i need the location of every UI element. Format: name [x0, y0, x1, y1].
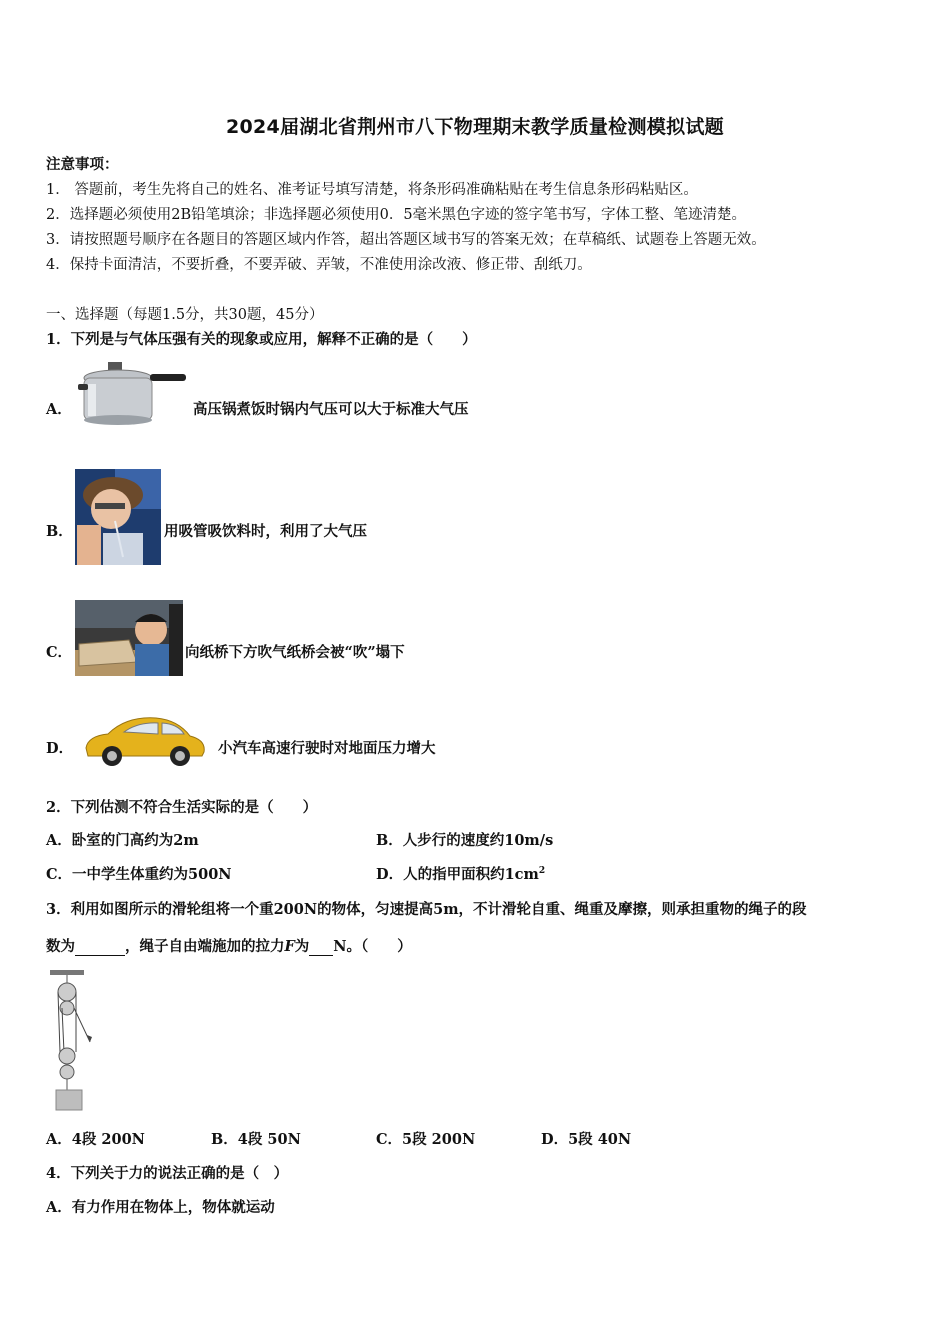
notice-item: 4．保持卡面清洁，不要折叠，不要弄破、弄皱，不准使用涂改液、修正带、刮纸刀。 [46, 257, 592, 273]
q1-option-d-text: 小汽车高速行驶时对地面压力增大 [218, 740, 436, 757]
q3-stem-line2: 数为 ，绳子自由端施加的拉力F为 N。（ ） [46, 938, 412, 955]
q1-option-b-letter: B． [46, 523, 73, 540]
q2-option-d: D．人的指甲面积约$1cm^2$ [376, 866, 546, 883]
page-title: 2024届湖北省荆州市八下物理期末教学质量检测模拟试题 [226, 116, 724, 138]
q1-option-d-letter: D． [46, 740, 74, 757]
q3-option-d: D．5段 40N [541, 1131, 632, 1148]
q4-option-a: A．有力作用在物体上，物体就运动 [46, 1199, 275, 1216]
answer-blank [75, 938, 125, 956]
q3-option-a: A．4段 200N [46, 1131, 145, 1148]
q2-option-a: A．卧室的门高约为2m [46, 832, 199, 849]
notice-item: 1． 答题前，考生先将自己的姓名、准考证号填写清楚，将条形码准确粘贴在考生信息条形码粘贴区。 [46, 182, 698, 198]
q2-option-c: C．一中学生体重约为500N [46, 866, 232, 883]
q2-stem: 2．下列估测不符合生活实际的是（ ） [46, 799, 318, 816]
q3-option-c: C．5段 200N [376, 1131, 476, 1148]
paper-bridge-image [75, 600, 183, 676]
q1-option-a-text: 高压锅煮饭时锅内气压可以大于标准大气压 [193, 401, 469, 418]
q1-stem: 1．下列是与气体压强有关的现象或应用，解释不正确的是（ ） [46, 331, 477, 348]
pulley-system-image [48, 968, 98, 1112]
q3-option-b: B．4段 50N [211, 1131, 301, 1148]
q1-option-b-text: 用吸管吸饮料时，利用了大气压 [164, 523, 367, 540]
q3-stem-line1: 3．利用如图所示的滑轮组将一个重200N的物体，匀速提高5m，不计滑轮自重、绳重及摩擦，则承担重物的绳子的段 [46, 901, 807, 918]
answer-blank [309, 938, 333, 956]
q1-option-c-text: 向纸桥下方吹气纸桥会被“吹”塌下 [185, 644, 405, 661]
notice-heading: 注意事项： [46, 156, 119, 173]
section-heading: 一、选择题（每题1.5分，共30题，45分） [46, 307, 324, 323]
q4-stem: 4．下列关于力的说法正确的是（ ） [46, 1165, 289, 1182]
q1-option-a-letter: A． [46, 401, 72, 418]
car-image [80, 712, 210, 768]
q2-option-b: B．人步行的速度约10m/s [376, 832, 554, 849]
notice-item: 3．请按照题号顺序在各题目的答题区域内作答，超出答题区域书写的答案无效；在草稿纸、试题卷上答题无效。 [46, 232, 766, 248]
pressure-cooker-image [78, 360, 190, 430]
q1-option-c-letter: C． [46, 644, 73, 661]
notice-item: 2．选择题必须使用2B铅笔填涂；非选择题必须使用0．5毫米黑色字迹的签字笔书写，字体工整、笔迹清楚。 [46, 207, 747, 223]
straw-drinking-image [75, 469, 161, 565]
